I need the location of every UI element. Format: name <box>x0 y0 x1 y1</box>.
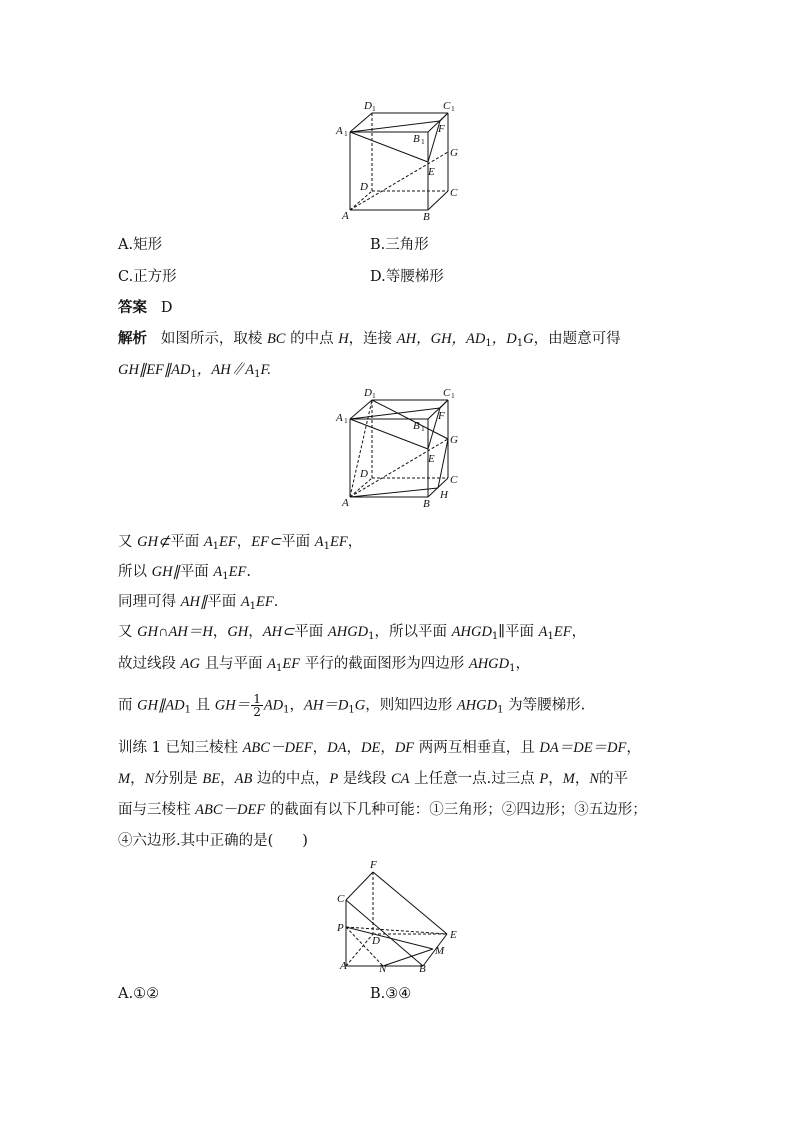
figure-prism <box>346 872 447 966</box>
label-f: F <box>438 123 445 135</box>
option2-a: A.①② <box>118 986 160 1002</box>
label-g: G <box>450 147 458 159</box>
svg-text:1: 1 <box>344 416 348 425</box>
proof-line-2: 所以 GH∥平面 $A_1EF$. <box>118 564 251 582</box>
svg-text:P: P <box>337 922 344 934</box>
svg-text:B: B <box>419 963 426 975</box>
label-b1: B <box>413 133 420 145</box>
svg-text:1: 1 <box>421 424 425 433</box>
option2-b: B.③④ <box>370 986 412 1002</box>
edge-a1d1 <box>350 113 372 132</box>
analysis-line-2: $GH\parallel EF\parallel AD_1$，$AH\parallel A_1F$. <box>118 362 272 380</box>
seg-gh <box>438 439 448 488</box>
svg-text:D: D <box>364 387 372 399</box>
svg-text:1: 1 <box>421 137 425 146</box>
svg-text:A: A <box>336 412 343 424</box>
proof-line-1: 又 GH⊄平面 $A_1EF$，EF⊂平面 $A_1EF$， <box>118 534 363 552</box>
svg-text:E: E <box>450 929 457 941</box>
svg-text:D: D <box>360 468 368 480</box>
svg-text:1: 1 <box>372 391 376 400</box>
hidden-ad1 <box>350 400 372 497</box>
seg-a1f <box>350 121 440 132</box>
svg-text:D: D <box>372 935 380 947</box>
analysis-line-1: 解析 如图所示，取棱 BC 的中点 H，连接 AH，GH，$AD_1$，$D_1G$，由题意可得 <box>118 330 621 349</box>
svg-text:F: F <box>438 410 445 422</box>
svg-text:E: E <box>428 453 435 465</box>
option-b: B.三角形 <box>370 237 429 253</box>
edge-bc <box>428 191 448 210</box>
svg-text:C: C <box>337 893 345 905</box>
svg-text:1: 1 <box>372 104 376 113</box>
svg-text:1: 1 <box>451 391 455 400</box>
hidden-ad <box>350 191 372 210</box>
training-line-3: 面与三棱柱 ABC－DEF 的截面有以下几种可能：①三角形；②四边形；③五边形； <box>118 802 647 818</box>
training-line-4: ④六边形.其中正确的是( ) <box>118 833 308 849</box>
answer-line: 答案 D <box>118 299 173 316</box>
fraction-one-half: $\frac{1}{2}$ <box>253 692 261 719</box>
svg-text:A: A <box>342 497 349 509</box>
proof-line-3: 同理可得 AH∥平面 $A_1EF$. <box>118 594 279 612</box>
label-c1: C <box>443 100 451 112</box>
option-a: A.矩形 <box>118 237 163 253</box>
training-line-2: M，N分别是 BE，AB 边的中点，P 是线段 CA 上任意一点.过三点 P，M，N的平 <box>118 771 628 787</box>
label-b: B <box>423 211 430 223</box>
svg-text:1: 1 <box>451 104 455 113</box>
label-a: A <box>342 210 349 222</box>
svg-text:M: M <box>435 945 445 957</box>
option-c: C.正方形 <box>118 269 177 285</box>
svg-text:C: C <box>443 387 451 399</box>
svg-text:G: G <box>450 434 458 446</box>
svg-text:N: N <box>379 963 387 975</box>
seg-c1f <box>440 113 448 121</box>
svg-text:B: B <box>423 498 430 510</box>
training-line-1: 训练 1 已知三棱柱 ABC－DEF，DA，DE，DF 两两互相垂直，且 DA＝DE＝DF， <box>118 740 641 756</box>
label-h: H <box>440 489 448 501</box>
label-d1: D <box>364 100 372 112</box>
svg-text:A: A <box>340 960 347 972</box>
svg-text:1: 1 <box>344 129 348 138</box>
svg-text:F: F <box>370 859 377 871</box>
label-a1: A <box>336 125 343 137</box>
proof-line-5: 故过线段 AG 且与平面 $A_1EF$ 平行的截面图形为四边形 $AHGD_1$， <box>118 656 530 674</box>
label-d: D <box>360 181 368 193</box>
proof-line-4: 又 GH∩AH＝H，GH，AH⊂平面 $AHGD_1$，所以平面 $AHGD_1\parallel$平面 $A_1EF$， <box>118 624 587 642</box>
label-e: E <box>428 166 435 178</box>
svg-text:B: B <box>413 420 420 432</box>
svg-text:C: C <box>450 474 458 486</box>
label-c: C <box>450 187 458 199</box>
option-d: D.等腰梯形 <box>370 269 444 285</box>
proof-line-6: 而 $GH\parallel AD_1$ 且 GH＝ $\frac{1}{2}$ $AD_1$，$AH=D_1G$，则知四边形 $AHGD_1$ 为等腰梯形. <box>118 692 586 719</box>
